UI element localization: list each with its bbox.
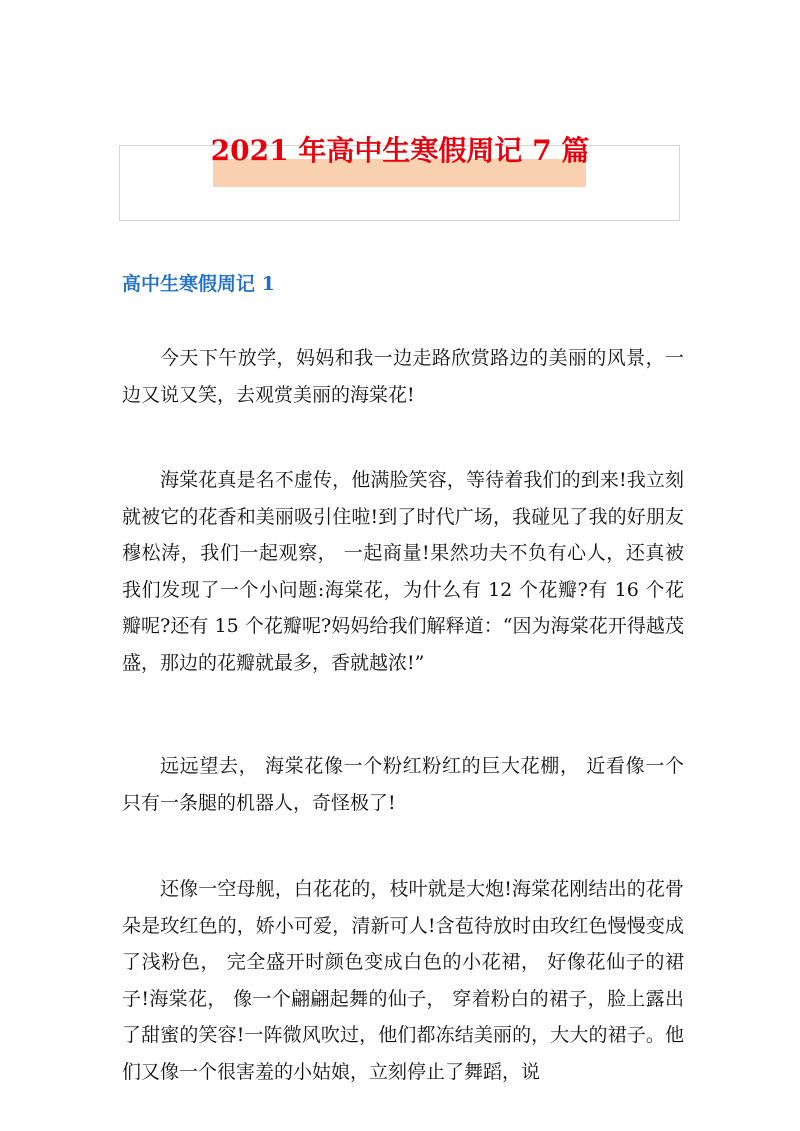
paragraph-1: 今天下午放学，妈妈和我一边走路欣赏路边的美丽的风景，一边又说又笑，去观赏美丽的海棠花! xyxy=(122,347,684,406)
section-heading: 高中生寒假周记 1 xyxy=(122,273,275,295)
document-title: 2021 年高中生寒假周记 7 篇 xyxy=(210,134,590,167)
paragraph-4: 还像一空母舰，白花花的，枝叶就是大炮!海棠花刚结出的花骨朵是玫红色的，娇小可爱，清新可人!含苞待放时由玫红色慢慢变成了浅粉色， 完全盛开时颜色变成白色的小花裙， 好像花仙子的裙子!海棠花， 像一个翩翩起舞的仙子， 穿着粉白的裙子，脸上露出了甜蜜的笑容!一阵微风吹过，他们都冻结美丽的，大大的裙子。他们又像一个很害羞的小姑娘，立刻停止了舞蹈，说 xyxy=(122,878,684,1083)
paragraph-3: 远远望去， 海棠花像一个粉红粉红的巨大花棚， 近看像一个只有一条腿的机器人，奇怪极了! xyxy=(122,755,684,814)
paragraph-2: 海棠花真是名不虚传，他满脸笑容，等待着我们的到来!我立刻就被它的花香和美丽吸引住啦!到了时代广场，我碰见了我的好朋友穆松涛，我们一起观察， 一起商量!果然功夫不负有心人，还真被我们发现了一个小问题:海棠花，为什么有 12 个花瓣?有 16 个花瓣呢?还有 15 个花瓣呢?妈妈给我们解释道：“因为海棠花开得越茂盛，那边的花瓣就最多，香就越浓!” xyxy=(122,469,684,674)
